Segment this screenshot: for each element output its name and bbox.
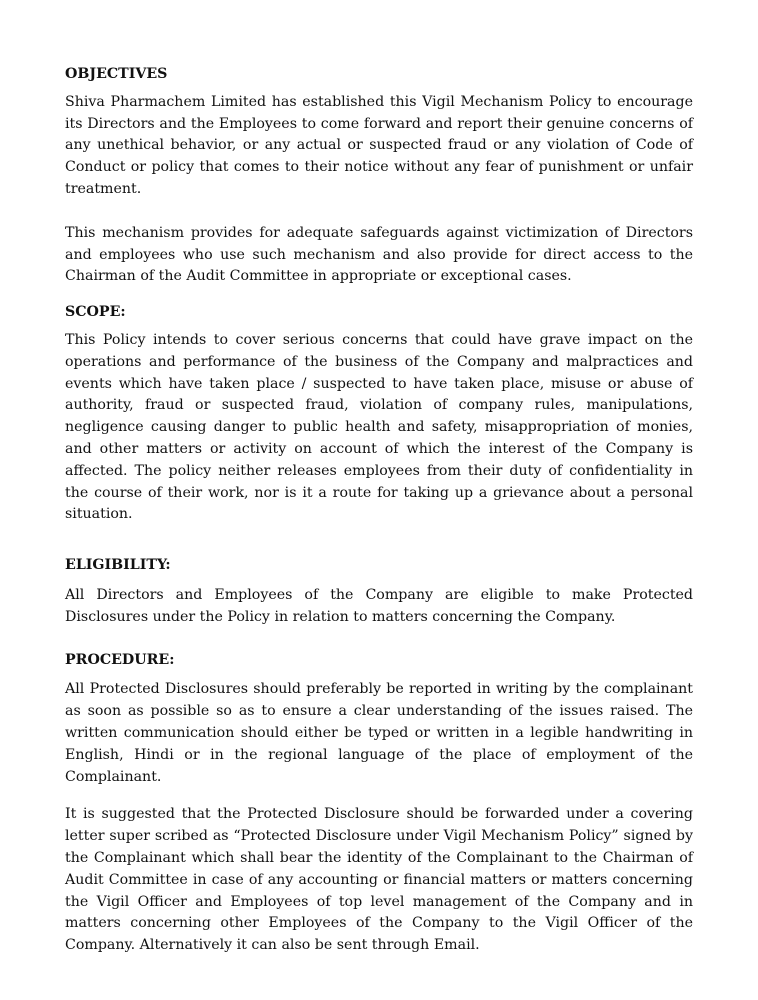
procedure-paragraph-2: It is suggested that the Protected Disclosure should be forwarded under a covering letter super scribed as “Protected Disclosure under Vigil Mechanism Policy” signed by the Complainant which shall bear the identity of the Complainant to the Chairman of Audit Committee in case of any accounting or financial matters or matters concerning the Vigil Officer and Employees of top level management of the Company and in matters concerning other Employees of the Company to the Vigil Officer of the Company. Alternatively it can also be sent through Email. — [65, 806, 693, 954]
section-heading-procedure: PROCEDURE: — [65, 651, 175, 668]
scope-paragraph-1: This Policy intends to cover serious concerns that could have grave impact on the operations and performance of the business of the Company and malpractices and events which have taken place / suspected to have taken place, misuse or abuse of authority, fraud or suspected fraud, violation of company rules, manipulations, negligence causing danger to public health and safety, misappropriation of monies, and other matters or activity on account of which the interest of the Company is affected. The policy neither releases employees from their duty of confidentiality in the course of their work, nor is it a route for taking up a grievance about a personal situation. — [65, 331, 693, 523]
section-heading-objectives: OBJECTIVES — [65, 66, 168, 82]
objectives-paragraph-2: This mechanism provides for adequate safeguards against victimization of Directors and employees who use such mechanism and also provide for direct access to the Chairman of the Audit Committee in appropriate or exceptional cases. — [65, 224, 693, 285]
section-heading-scope: SCOPE: — [65, 304, 126, 321]
eligibility-paragraph-1: All Directors and Employees of the Company are eligible to make Protected Disclosures under the Policy in relation to matters concerning the Company. — [65, 586, 693, 625]
document-page — [65, 64, 693, 957]
objectives-paragraph-1: Shiva Pharmachem Limited has established this Vigil Mechanism Policy to encourage its Directors and the Employees to come forward and report their genuine concerns of any unethical behavior, or any actual or suspected fraud or any violation of Code of Conduct or policy that comes to their notice without any fear of punishment or unfair treatment. — [65, 93, 693, 197]
section-heading-eligibility: ELIGIBILITY: — [65, 557, 171, 574]
procedure-paragraph-1: All Protected Disclosures should preferably be reported in writing by the complainant as soon as possible so as to ensure a clear understanding of the issues raised. The written communication should either be typed or written in a legible handwriting in English, Hindi or in the regional language of the place of employment of the Complainant. — [65, 681, 693, 785]
